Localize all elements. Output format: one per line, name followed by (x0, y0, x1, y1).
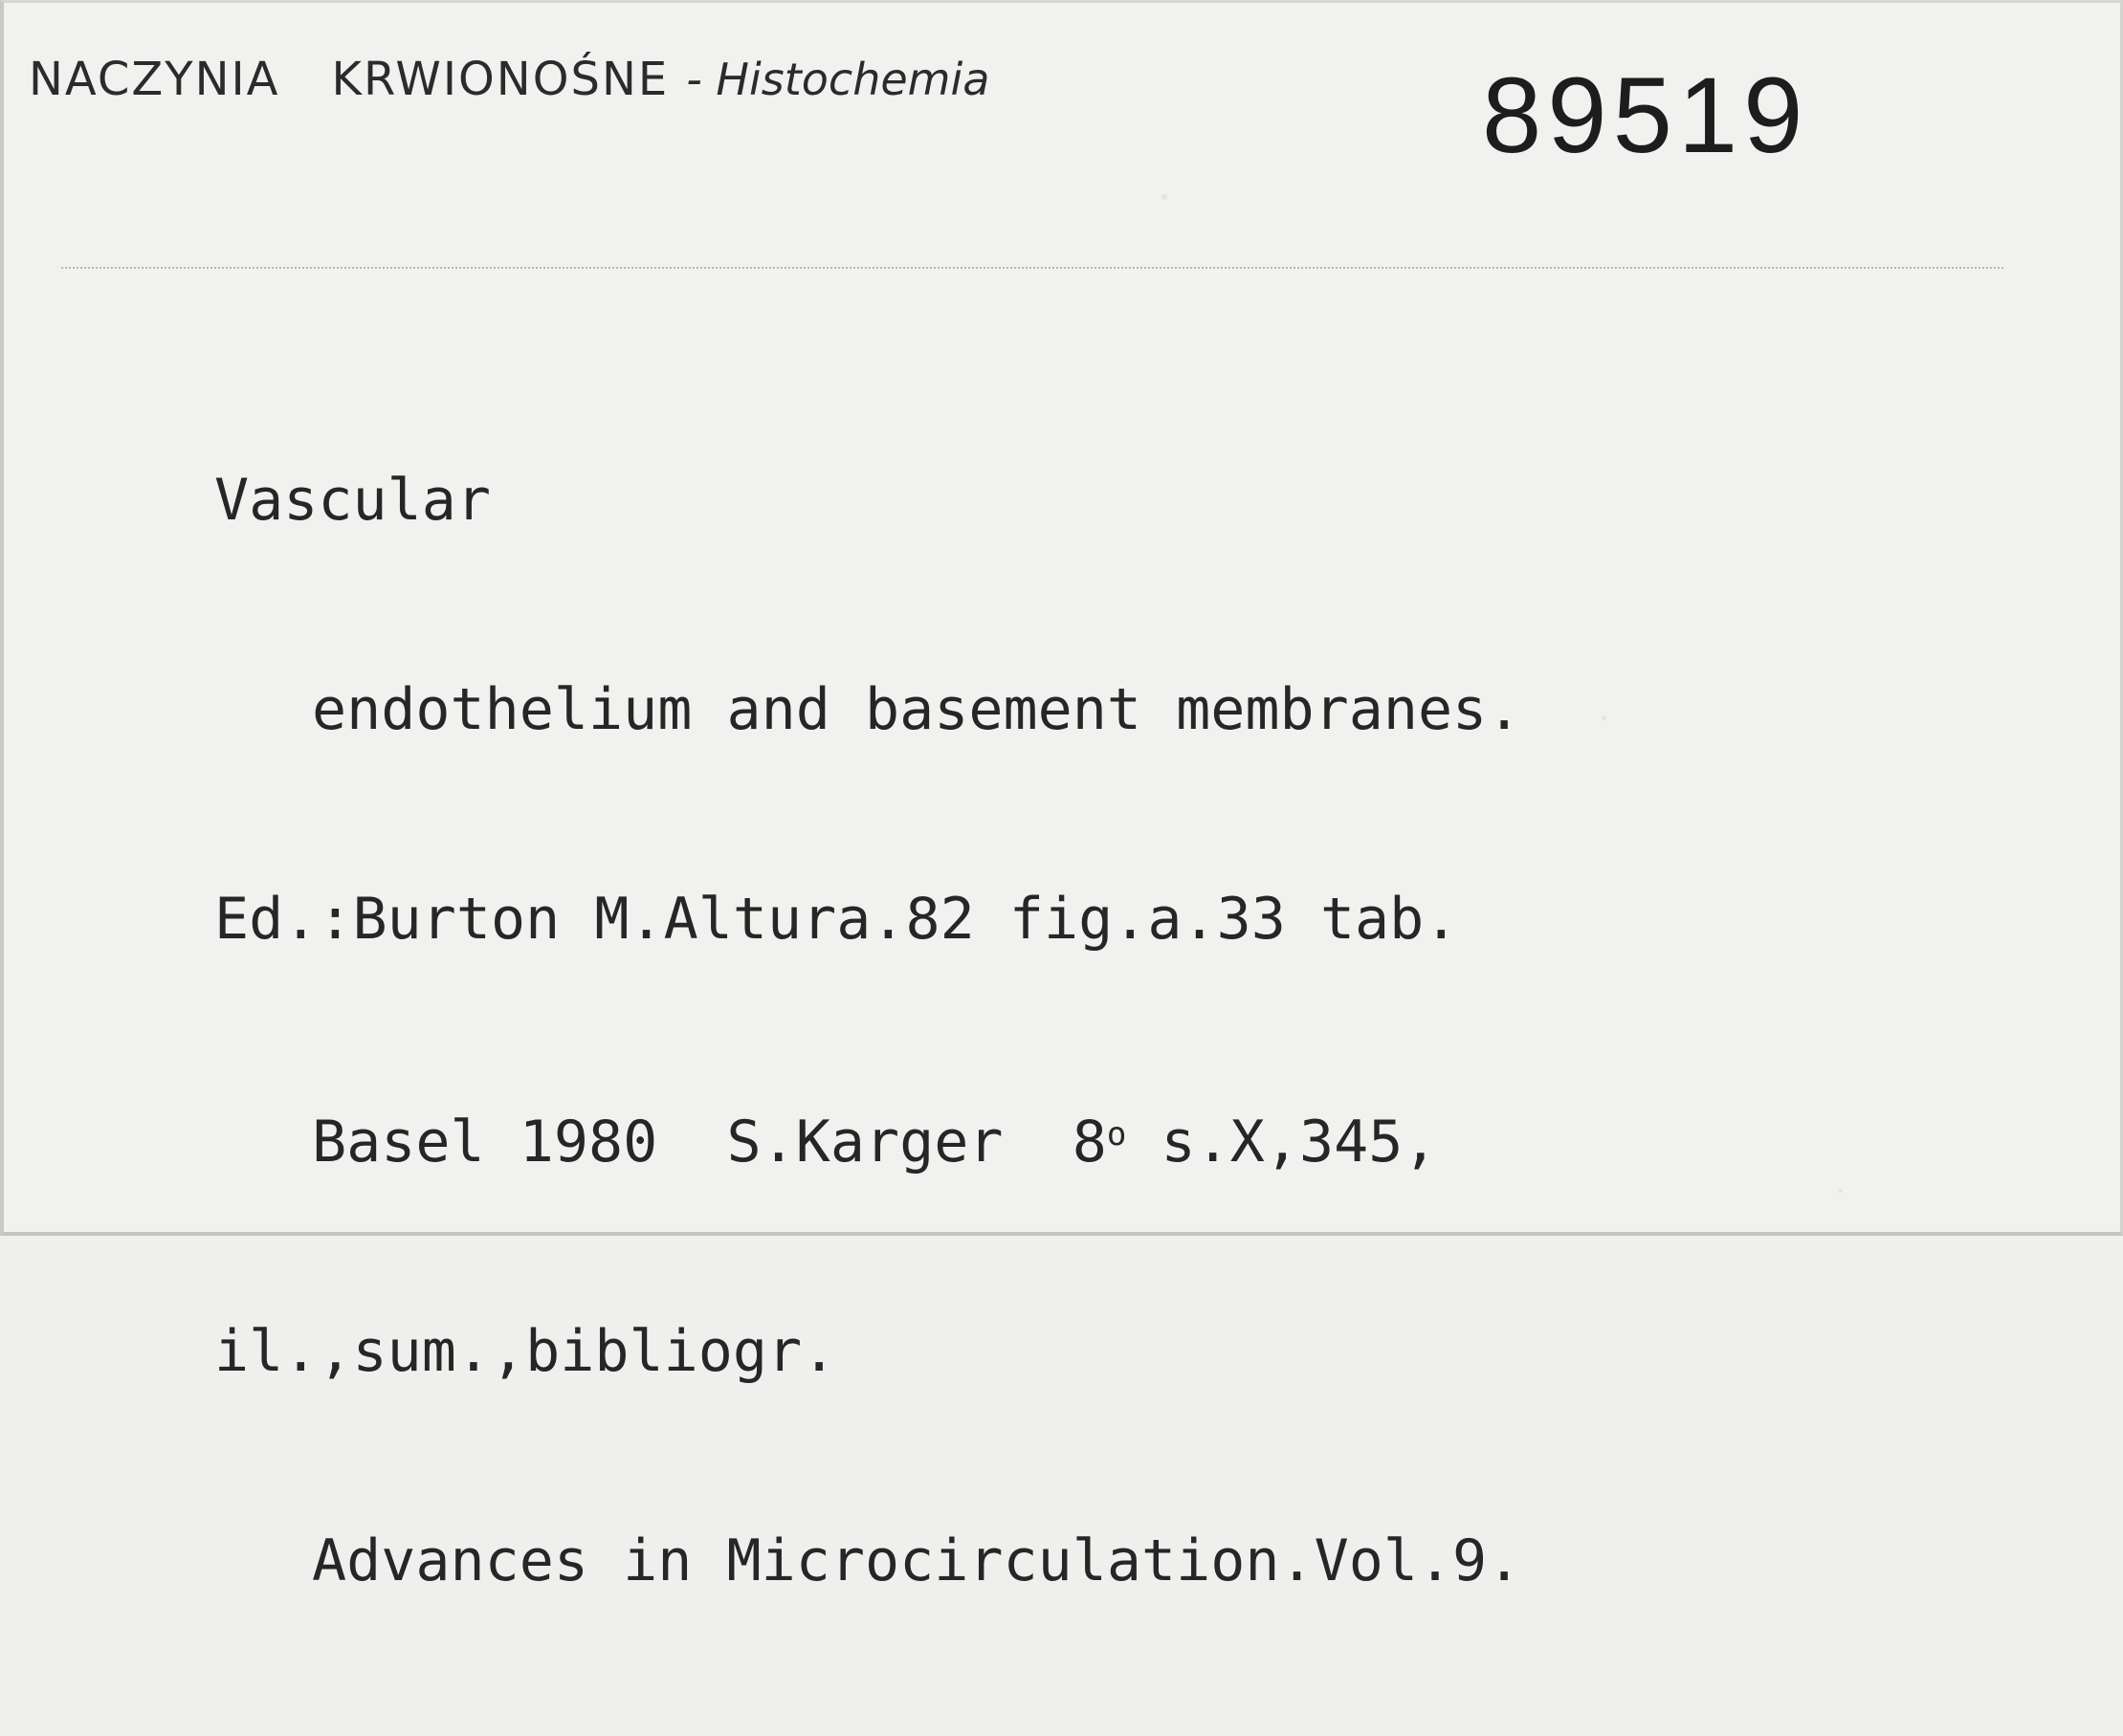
imprint-pages: s.X,345, (1126, 1109, 1438, 1176)
card-smudge (1839, 1189, 1843, 1193)
card-smudge (1602, 715, 1606, 720)
subject-heading (29, 53, 989, 106)
title-line-2: endothelium and basement membranes. (312, 676, 1522, 743)
title-line-1: Vascular (214, 467, 491, 534)
series-line: Advances in Microcirculation.Vol.9. (312, 1527, 1522, 1594)
format-superscript: o (1106, 1115, 1127, 1154)
subject-subheading: - Histochemia (686, 54, 990, 105)
physical-description-line: il.,sum.,bibliogr. (214, 1318, 837, 1385)
card-smudge (1161, 194, 1167, 200)
bibliographic-entry (214, 326, 1521, 1736)
dotted-divider (61, 267, 2003, 269)
editors-line: Ed.:Burton M.Altura.82 fig.a.33 tab. (214, 886, 1459, 953)
imprint-line (214, 1108, 1521, 1177)
subject-heading-main: NACZYNIA (29, 53, 280, 106)
subject-heading-second: KRWIONOŚNE (331, 53, 670, 106)
imprint-place-year-publisher: Basel 1980 S.Karger 8 (312, 1109, 1107, 1176)
catalog-number: 89519 (1482, 55, 1809, 175)
